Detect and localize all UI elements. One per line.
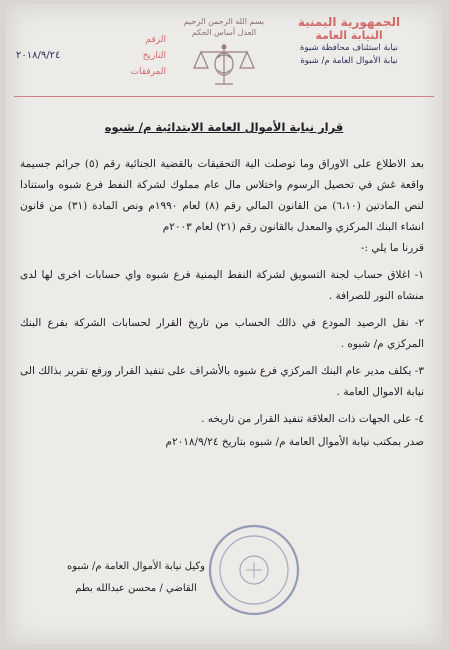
decided-line: قررنا ما يلي :- <box>360 242 424 254</box>
reference-block <box>16 32 166 80</box>
issued-line: صدر بمكتب نيابة الأموال العامة م/ شبوه بتاريخ ٢٠١٨/٩/٢٤م <box>165 436 424 448</box>
number-label: الرقم <box>145 35 166 45</box>
institution-name: النيابة العامة <box>315 29 383 42</box>
header-divider <box>14 96 434 97</box>
country-name: الجمهورية اليمنية <box>297 15 401 29</box>
decision-item-3: ٣- يكلف مدير عام البنك المركزي فرع شبوه بالأشراف على تنفيذ القرار ورفع تقرير بذالك الى نيابة الاموال العامة . <box>20 365 424 398</box>
date-value: ٢٠١٨/٩/٢٤ <box>16 50 61 61</box>
attachments-label: المرفقات <box>130 67 166 77</box>
decision-item-1: ١- اغلاق حساب لجنة التسويق لشركة النفط اليمنية فرع شبوه واي حسابات اخرى لها لدى منشاه النور للصرافة . <box>20 269 424 302</box>
decision-item-2: ٢- نقل الرصيد المودع في ذالك الحساب من تاريخ القرار لحسابات الشركة بفرع البنك المركزي م/ شبوه . <box>20 317 424 350</box>
document-page <box>6 4 442 644</box>
justice-scales-emblem-icon <box>189 40 259 92</box>
signatory-name: القاضي / محسن عبدالله بطم <box>75 583 197 594</box>
basmala: بسم الله الرحمن الرحيم <box>183 17 265 26</box>
date-label: التاريخ <box>142 51 166 61</box>
signatory-title: وكيل نيابة الأموال العامة م/ شبوه <box>67 561 205 572</box>
intro-paragraph: بعد الاطلاع على الاوراق وما توصلت الية التحقيقات بالقضية الجنائية رقم (٥) جرائم جسيمة واقعة غش في تحصيل الرسوم واختلاس مال عام مملوك لشركة النفط فرع شبوه واستنادا لنص المادتين (٦،١٠) من القانون المالي رقم (٨) لعام ١٩٩٠م ونص المادة (٣١) من قانون انشاء البنك المركزي والمعدل بالقانون رقم (٢١) لعام ٢٠٠٣م <box>20 158 424 233</box>
letterhead-center <box>174 16 274 92</box>
office-line-2: نيابة الأموال العامة م/ شبوة <box>300 56 398 66</box>
office-line-1: نيابة استئناف محافظة شبوة <box>300 43 398 53</box>
signature-block <box>36 556 236 600</box>
letterhead-right <box>274 16 424 68</box>
decision-item-4: ٤- على الجهات ذات العلاقة تنفيذ القرار من تاريخه . <box>201 413 424 425</box>
document-body <box>20 154 424 453</box>
document-title: قرار نيابة الأموال العامة الابتدائية م/ شبوه <box>104 120 344 134</box>
motto: العدل أساس الحكم <box>191 28 257 37</box>
